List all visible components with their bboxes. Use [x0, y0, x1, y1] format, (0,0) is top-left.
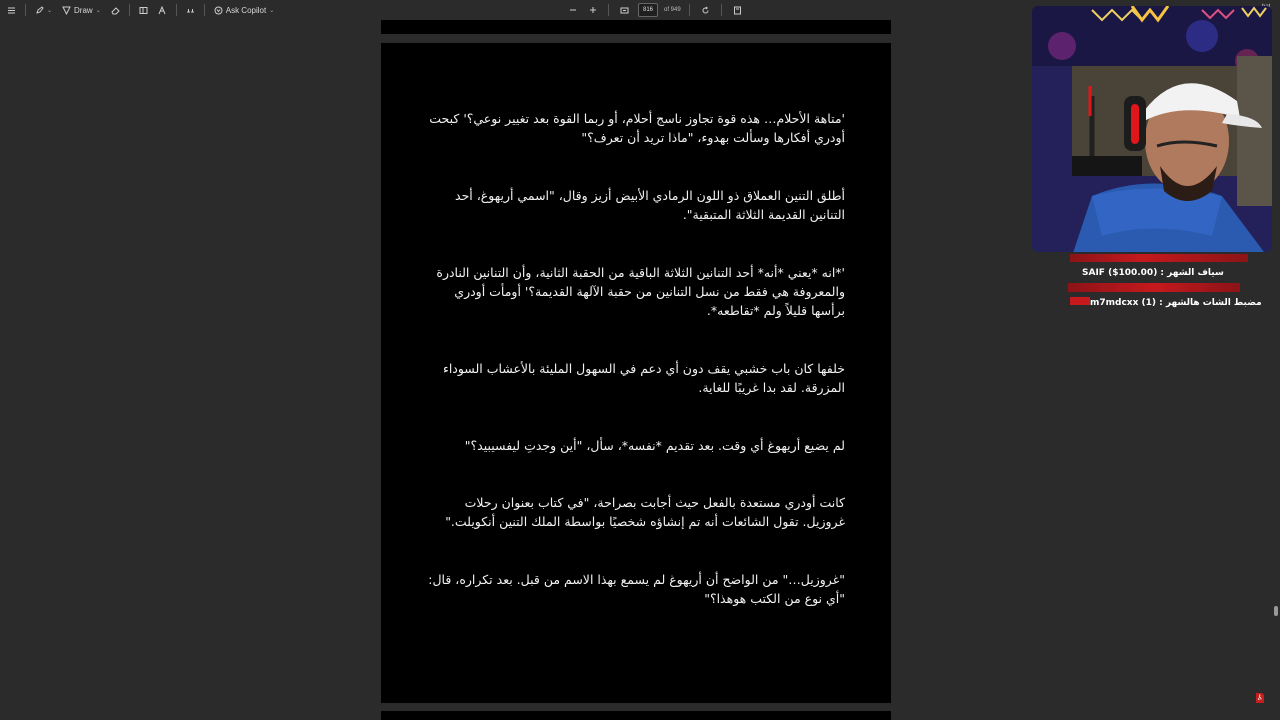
- ask-copilot-label: Ask Copilot: [225, 5, 267, 15]
- read-aloud-button[interactable]: [155, 2, 170, 18]
- toolbar-divider: [608, 4, 609, 16]
- rotate-button[interactable]: [698, 2, 713, 18]
- minus-icon: [569, 6, 577, 14]
- fit-icon: [620, 6, 629, 15]
- reader-icon: [186, 6, 195, 15]
- next-page: [381, 711, 891, 720]
- chevron-down-icon: ⌄: [95, 7, 101, 14]
- highlight-button[interactable]: [32, 2, 55, 18]
- list-icon: [7, 6, 16, 15]
- chevron-down-icon: ⌄: [269, 7, 275, 14]
- page-number-input[interactable]: 816: [638, 3, 658, 17]
- streamer-webcam-image: [1032, 6, 1272, 252]
- contents-button[interactable]: [4, 2, 19, 18]
- toolbar-divider: [721, 4, 722, 16]
- overlay-red-line-short: [1070, 297, 1090, 305]
- paragraph: "غروزيل…" من الواضح أن أريهوغ لم يسمع بهذا الاسم من قبل. بعد تكراره، قال: "أي نوع من الكتب هوهذا؟": [428, 572, 845, 606]
- webcam-overlay: [1032, 6, 1272, 252]
- rotate-icon: [701, 6, 710, 15]
- highlighter-icon: [35, 6, 44, 15]
- overlay-chat-moderator: مضبط الشات هالشهر : (m7mdcxx (1: [1090, 298, 1262, 308]
- paragraph: خلفها كان باب خشبي يقف دون أي دعم في السهول المليئة بالأعشاب السوداء المزرقة. لقد بدا غريبًا للغاية.: [442, 361, 845, 395]
- paragraph: '*انه *يعني *أنه* أحد التنانين الثلاثة الباقية من الحقبة الثانية، وأن التنانين النادرة والمعروفة هي فقط من نسل التنانين من حقبة الآلهة القديمة؟' أومأت أودري برأسها قليلاً ولم *تقاطعه*.: [436, 265, 845, 318]
- copilot-icon: [214, 6, 223, 15]
- immersive-reader-button[interactable]: [183, 2, 198, 18]
- toolbar-left-group: [4, 0, 277, 20]
- chevron-down-icon: ⌄: [47, 7, 53, 14]
- page-view-icon: [733, 6, 742, 15]
- toolbar-divider: [25, 4, 26, 16]
- pen-icon: [62, 6, 71, 15]
- paragraph: 'متاهة الأحلام… هذه قوة تجاوز ناسج أحلام، أو ربما القوة بعد تغيير نوعي؟' كبحت أودري أفكارها وسألت بهدوء، "ماذا تريد أن تعرف؟": [429, 111, 845, 145]
- overlay-red-line: [1070, 254, 1248, 262]
- fit-page-button[interactable]: [617, 2, 632, 18]
- paragraph: لم يضيع أريهوغ أي وقت. بعد تقديم *نفسه*، سأل، "أين وجدتِ ليفسيبيد؟": [464, 438, 845, 453]
- overlay-top-donor: سياف الشهر : (SAIF ($100.00: [1082, 268, 1224, 278]
- zoom-in-button[interactable]: [586, 2, 600, 18]
- toolbar-divider: [176, 4, 177, 16]
- panel-icon: [139, 6, 148, 15]
- zoom-out-button[interactable]: [566, 2, 580, 18]
- toolbar-divider: [689, 4, 690, 16]
- draw-label: Draw: [74, 5, 93, 15]
- toolbar-divider: [129, 4, 130, 16]
- erase-button[interactable]: [108, 2, 123, 18]
- draw-button[interactable]: [59, 2, 104, 18]
- paragraph: أطلق التنين العملاق ذو اللون الرمادي الأبيض أزيز وقال، "اسمي أريهوغ، أحد التنانين القديمة الثلاثة المتبقية".: [455, 188, 845, 222]
- plus-icon: [589, 6, 597, 14]
- view-button[interactable]: [136, 2, 151, 18]
- page-view-button[interactable]: [730, 2, 745, 18]
- pdf-page: [381, 43, 891, 703]
- toolbar-divider: [204, 4, 205, 16]
- paragraph: كانت أودري مستعدة بالفعل حيث أجابت بصراحة، "في كتاب بعنوان رحلات غروزيل. تقول الشائعات أنه تم إنشاؤه شخصيًا بواسطة الملك التنين أنكويلت.": [445, 495, 845, 529]
- page-navigation: [566, 0, 745, 20]
- overlay-red-line: [1068, 283, 1240, 292]
- page-total: of 949: [664, 7, 681, 13]
- text-size-icon: [158, 6, 167, 15]
- ask-copilot-button[interactable]: [211, 2, 278, 18]
- eraser-icon: [111, 6, 120, 15]
- scrollbar-thumb[interactable]: [1274, 606, 1278, 616]
- pdf-icon: [1255, 692, 1265, 704]
- previous-page: [381, 20, 891, 34]
